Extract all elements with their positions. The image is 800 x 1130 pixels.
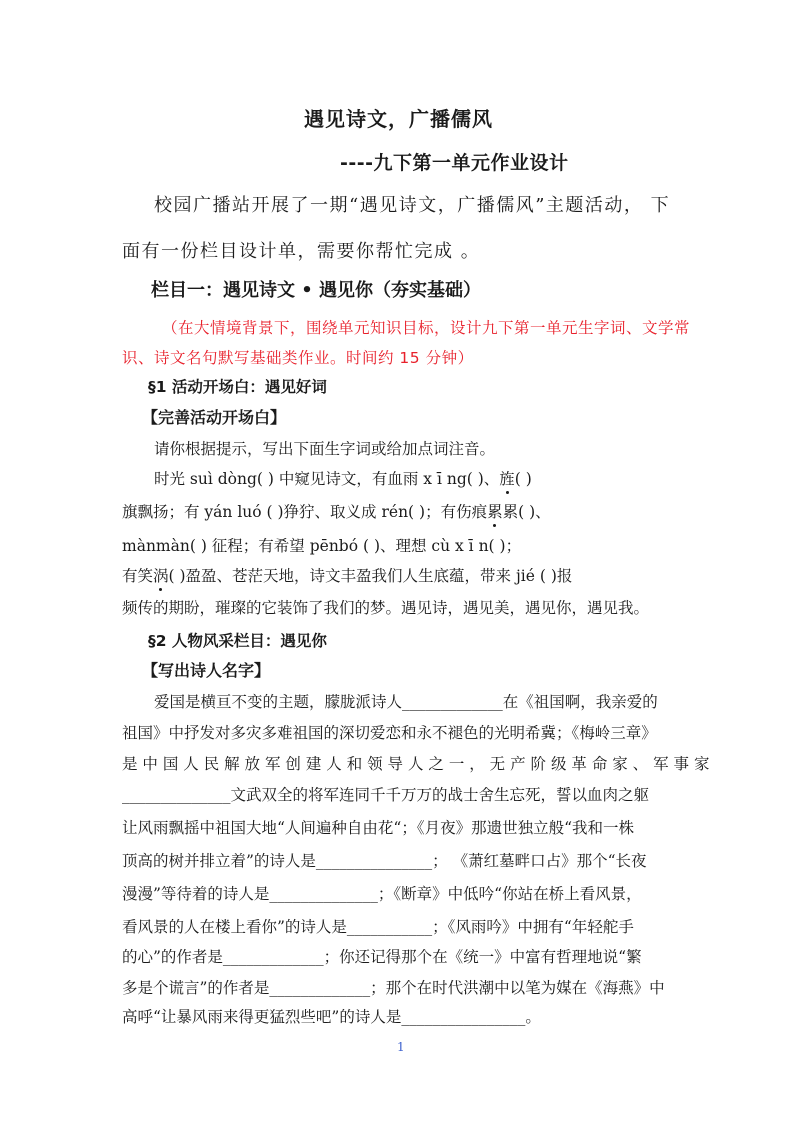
emphasis-dot-char: 累 bbox=[487, 500, 503, 522]
section1-line-3: mànmàn( ) 征程；有希望 pēnbó ( )、理想 cù x ī n( )； bbox=[122, 537, 522, 555]
page-title: 遇见诗文，广播儒风 bbox=[304, 107, 493, 131]
column1-heading: 栏目一：遇见诗文 • 遇见你（夯实基础） bbox=[151, 280, 482, 301]
section2-line-7: 漫漫”等待着的诗人是______________；《断章》中低吟“你站在桥上看风景， bbox=[122, 885, 642, 903]
section2-line-4: ______________文武双全的将军连同千千万万的战士舍生忘死，誓以血肉之躯 bbox=[122, 786, 650, 804]
section1-heading: §1 活动开场白：遇见好词 bbox=[148, 378, 327, 396]
section1-line-1: 时光 suì dòng( ) 中窥见诗文，有血雨 x ī ng( )、旌( ) bbox=[154, 467, 532, 489]
page-subtitle: ----九下第一单元作业设计 bbox=[340, 152, 569, 174]
section2-line-2: 祖国》中抒发对多灾多难祖国的深切爱恋和永不褪色的光明希冀；《梅岭三章》 bbox=[122, 724, 657, 742]
section2-line-8: 看风景的人在楼上看你”的诗人是___________；《风雨吟》中拥有“年轻舵手 bbox=[122, 918, 634, 936]
section2-line-1: 爱国是横亘不变的主题，朦胧派诗人_____________在《祖国啊，我亲爱的 bbox=[154, 693, 658, 711]
section2-line-11: 高呼“让暴风雨来得更猛烈些吧”的诗人是________________。 bbox=[122, 1008, 541, 1026]
section2-heading: §2 人物风采栏目：遇见你 bbox=[148, 632, 327, 650]
section1-task-title: 【完善活动开场白】 bbox=[142, 408, 287, 427]
section2-line-3: 是 中 国 人 民 解 放 军 创 建 人 和 领 导 人 之 一 ， 无 产 阶 级 革 命 家 、 军 事 家 bbox=[122, 755, 710, 773]
section1-instruction: 请你根据提示，写出下面生字词或给加点词注音。 bbox=[154, 440, 496, 458]
section2-task-title: 【写出诗人名字】 bbox=[142, 661, 271, 680]
intro-line-2: 面有一份栏目设计单，需要你帮忙完成 。 bbox=[122, 241, 481, 262]
section2-line-6: 顶高的树并排立着”的诗人是_______________； 《萧红墓畔口占》那个“长夜 bbox=[122, 852, 647, 870]
section1-line-2: 旗飘扬；有 yán luó ( )狰狞、取义成 rén( )；有伤痕累累( )、 bbox=[122, 500, 551, 522]
section2-line-10: 多是个谎言”的作者是_____________；那个在时代洪潮中以笔为媒在《海燕》中 bbox=[122, 979, 665, 997]
emphasis-dot-char: 旌 bbox=[499, 467, 515, 489]
column1-note-line-1: （在大情境背景下，围绕单元知识目标，设计九下第一单元生字词、文学常 bbox=[162, 319, 691, 337]
section1-line-4: 有笑涡( )盈盈、苍茫天地，诗文丰盈我们人生底蕴，带来 jié ( )报 bbox=[122, 564, 572, 586]
intro-line-1: 校园广播站开展了一期“遇见诗文，广播儒风”主题活动， 下 bbox=[154, 195, 671, 216]
section2-line-5: 让风雨飘摇中祖国大地“人间遍种自由花“；《月夜》那遗世独立般“我和一株 bbox=[122, 819, 635, 837]
section1-line-5: 频传的期盼，璀璨的它装饰了我们的梦。遇见诗，遇见美，遇见你，遇见我。 bbox=[122, 599, 650, 617]
section2-line-9: 的心”的作者是_____________；你还记得那个在《统一》中富有哲理地说“繁 bbox=[122, 948, 642, 966]
column1-note-line-2: 识、诗文名句默写基础类作业。时间约 15 分钟） bbox=[122, 349, 474, 367]
emphasis-dot-char: 涡 bbox=[153, 564, 169, 586]
page-number: 1 bbox=[397, 1040, 405, 1054]
